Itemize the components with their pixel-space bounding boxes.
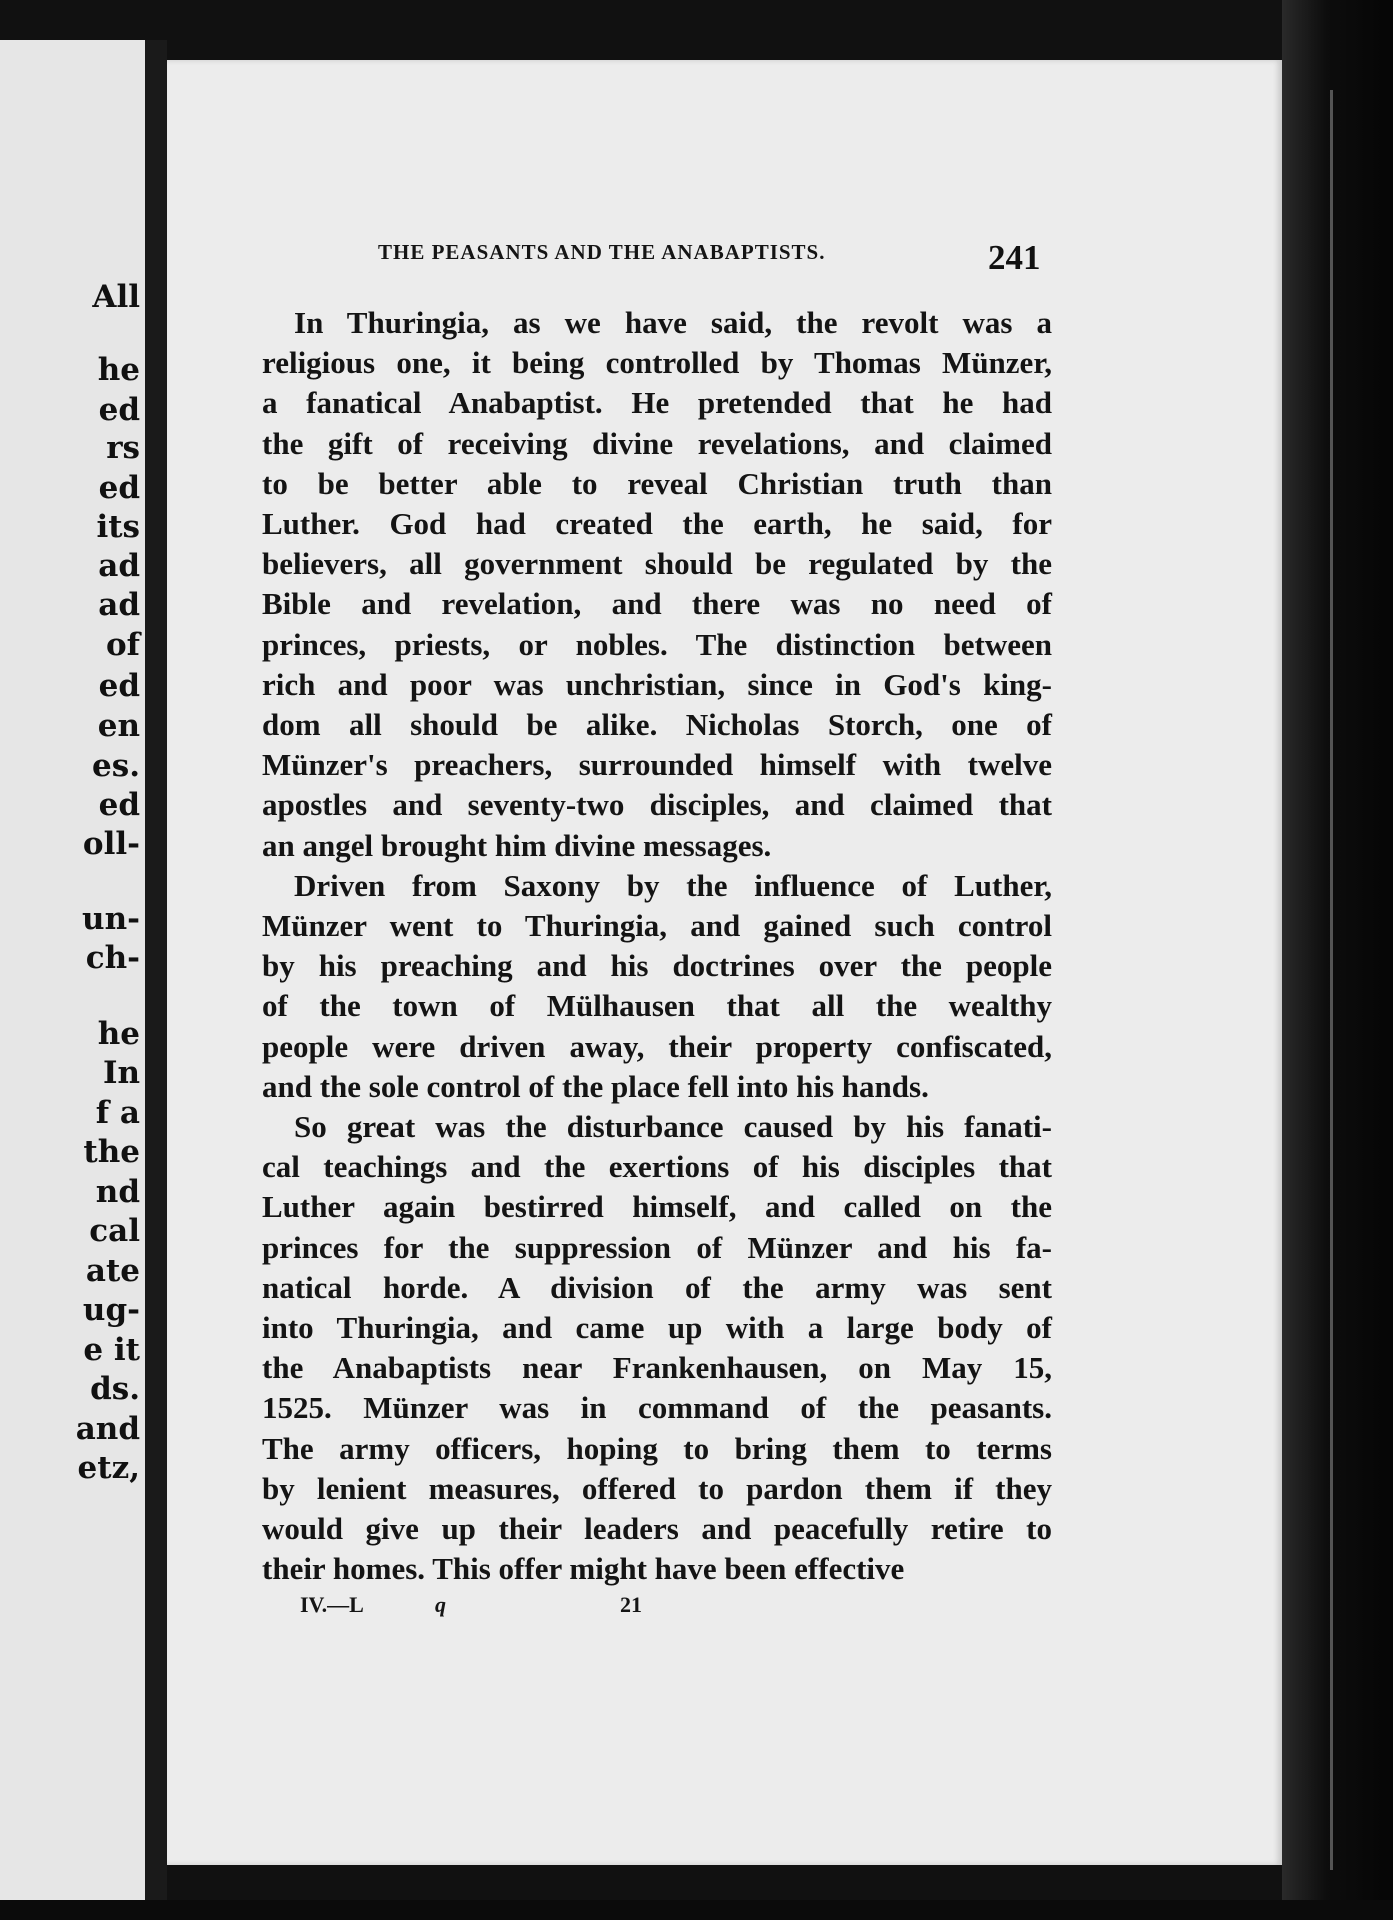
previous-page-edge bbox=[0, 40, 145, 1900]
left-page-fragment: un- bbox=[82, 901, 140, 937]
text-line: In Thuringia, as we have said, the revolt was a bbox=[294, 305, 1052, 340]
left-page-fragment: es. bbox=[92, 748, 140, 784]
text-line: the gift of receiving divine revelations, and claimed bbox=[262, 425, 1052, 461]
book-gutter bbox=[145, 40, 167, 1900]
text-line: the Anabaptists near Frankenhausen, on May 15, bbox=[262, 1350, 1052, 1386]
left-page-fragment: ug- bbox=[82, 1292, 140, 1328]
left-page-fragment: of bbox=[105, 627, 140, 663]
left-page-fragment: In bbox=[102, 1055, 140, 1091]
left-page-fragment: ed bbox=[98, 470, 140, 506]
left-page-fragment: f a bbox=[95, 1095, 140, 1131]
left-page-fragment: en bbox=[97, 708, 140, 744]
left-page-fragment: ds. bbox=[90, 1371, 140, 1407]
text-line: an angel brought him divine messages. bbox=[262, 827, 772, 863]
left-page-fragment: ed bbox=[98, 787, 140, 823]
text-line: to be better able to reveal Christian truth than bbox=[262, 465, 1052, 501]
left-page-fragment: oll- bbox=[82, 826, 140, 862]
text-line: into Thuringia, and came up with a large body of bbox=[262, 1310, 1052, 1346]
text-line: Münzer's preachers, surrounded himself with twelve bbox=[262, 747, 1052, 783]
page-number: 241 bbox=[988, 238, 1041, 277]
running-head: THE PEASANTS AND THE ANABAPTISTS. bbox=[378, 240, 826, 264]
text-line: Luther. God had created the earth, he said, for bbox=[262, 506, 1052, 542]
text-line: princes for the suppression of Münzer and his fa- bbox=[262, 1229, 1052, 1265]
left-page-fragment: rs bbox=[106, 430, 140, 466]
text-line: The army officers, hoping to bring them to terms bbox=[262, 1430, 1052, 1466]
left-page-fragment: he bbox=[97, 1016, 140, 1052]
text-line: their homes. This offer might have been effective bbox=[262, 1551, 905, 1587]
text-line: by his preaching and his doctrines over the people bbox=[262, 948, 1052, 984]
text-line: So great was the disturbance caused by his fanati- bbox=[294, 1109, 1052, 1145]
left-page-fragment: e it bbox=[83, 1332, 140, 1368]
text-line: dom all should be alike. Nicholas Storch, one of bbox=[262, 707, 1052, 743]
body-text bbox=[262, 303, 1052, 1590]
text-line: and the sole control of the place fell into his hands. bbox=[262, 1068, 929, 1104]
left-page-fragment: the bbox=[83, 1134, 140, 1170]
left-page-fragment: ch- bbox=[85, 940, 140, 976]
text-line: apostles and seventy-two disciples, and claimed that bbox=[262, 787, 1052, 823]
left-page-fragment: ad bbox=[98, 587, 140, 623]
text-line: princes, priests, or nobles. The distinction between bbox=[262, 626, 1052, 662]
text-line: Driven from Saxony by the influence of Luther, bbox=[294, 867, 1052, 903]
text-line: Münzer went to Thuringia, and gained such control bbox=[262, 908, 1052, 944]
text-line: cal teachings and the exertions of his disciples that bbox=[262, 1149, 1052, 1185]
page-stack-edge bbox=[1330, 90, 1333, 1870]
signature-number: 21 bbox=[620, 1592, 642, 1617]
left-page-fragment: ad bbox=[98, 548, 140, 584]
text-line: Luther again bestirred himself, and called on the bbox=[262, 1189, 1052, 1225]
text-line: religious one, it being controlled by Thomas Münzer, bbox=[262, 345, 1052, 381]
text-line: 1525. Münzer was in command of the peasants. bbox=[262, 1390, 1052, 1426]
text-line: by lenient measures, offered to pardon them if they bbox=[262, 1470, 1052, 1506]
text-line: rich and poor was unchristian, since in God's king- bbox=[262, 666, 1052, 702]
scan-bottom-edge bbox=[0, 1900, 1393, 1920]
left-page-fragment: etz, bbox=[77, 1450, 140, 1486]
left-page-fragment: and bbox=[75, 1411, 140, 1447]
text-line: natical horde. A division of the army was sent bbox=[262, 1269, 1052, 1305]
text-line: Bible and revelation, and there was no need of bbox=[262, 586, 1052, 622]
left-page-fragment: nd bbox=[95, 1174, 140, 1210]
book-edge-shadow bbox=[1282, 0, 1393, 1920]
text-line: would give up their leaders and peacefully retire to bbox=[262, 1511, 1052, 1547]
left-page-fragment: cal bbox=[89, 1213, 140, 1249]
left-page-fragment: ed bbox=[98, 392, 140, 428]
text-line: believers, all government should be regulated by the bbox=[262, 546, 1052, 582]
text-line: people were driven away, their property confiscated, bbox=[262, 1028, 1052, 1064]
left-page-fragment: ed bbox=[98, 668, 140, 704]
text-line: a fanatical Anabaptist. He pretended that he had bbox=[262, 385, 1052, 421]
signature-volume: IV.—L bbox=[300, 1592, 364, 1617]
text-line: of the town of Mülhausen that all the wealthy bbox=[262, 988, 1052, 1024]
left-page-fragment: ate bbox=[85, 1253, 140, 1289]
left-page-fragment: All bbox=[92, 279, 140, 315]
signature-mark: q bbox=[435, 1592, 446, 1617]
left-page-fragment: its bbox=[96, 509, 140, 545]
left-page-fragment: he bbox=[97, 352, 140, 388]
